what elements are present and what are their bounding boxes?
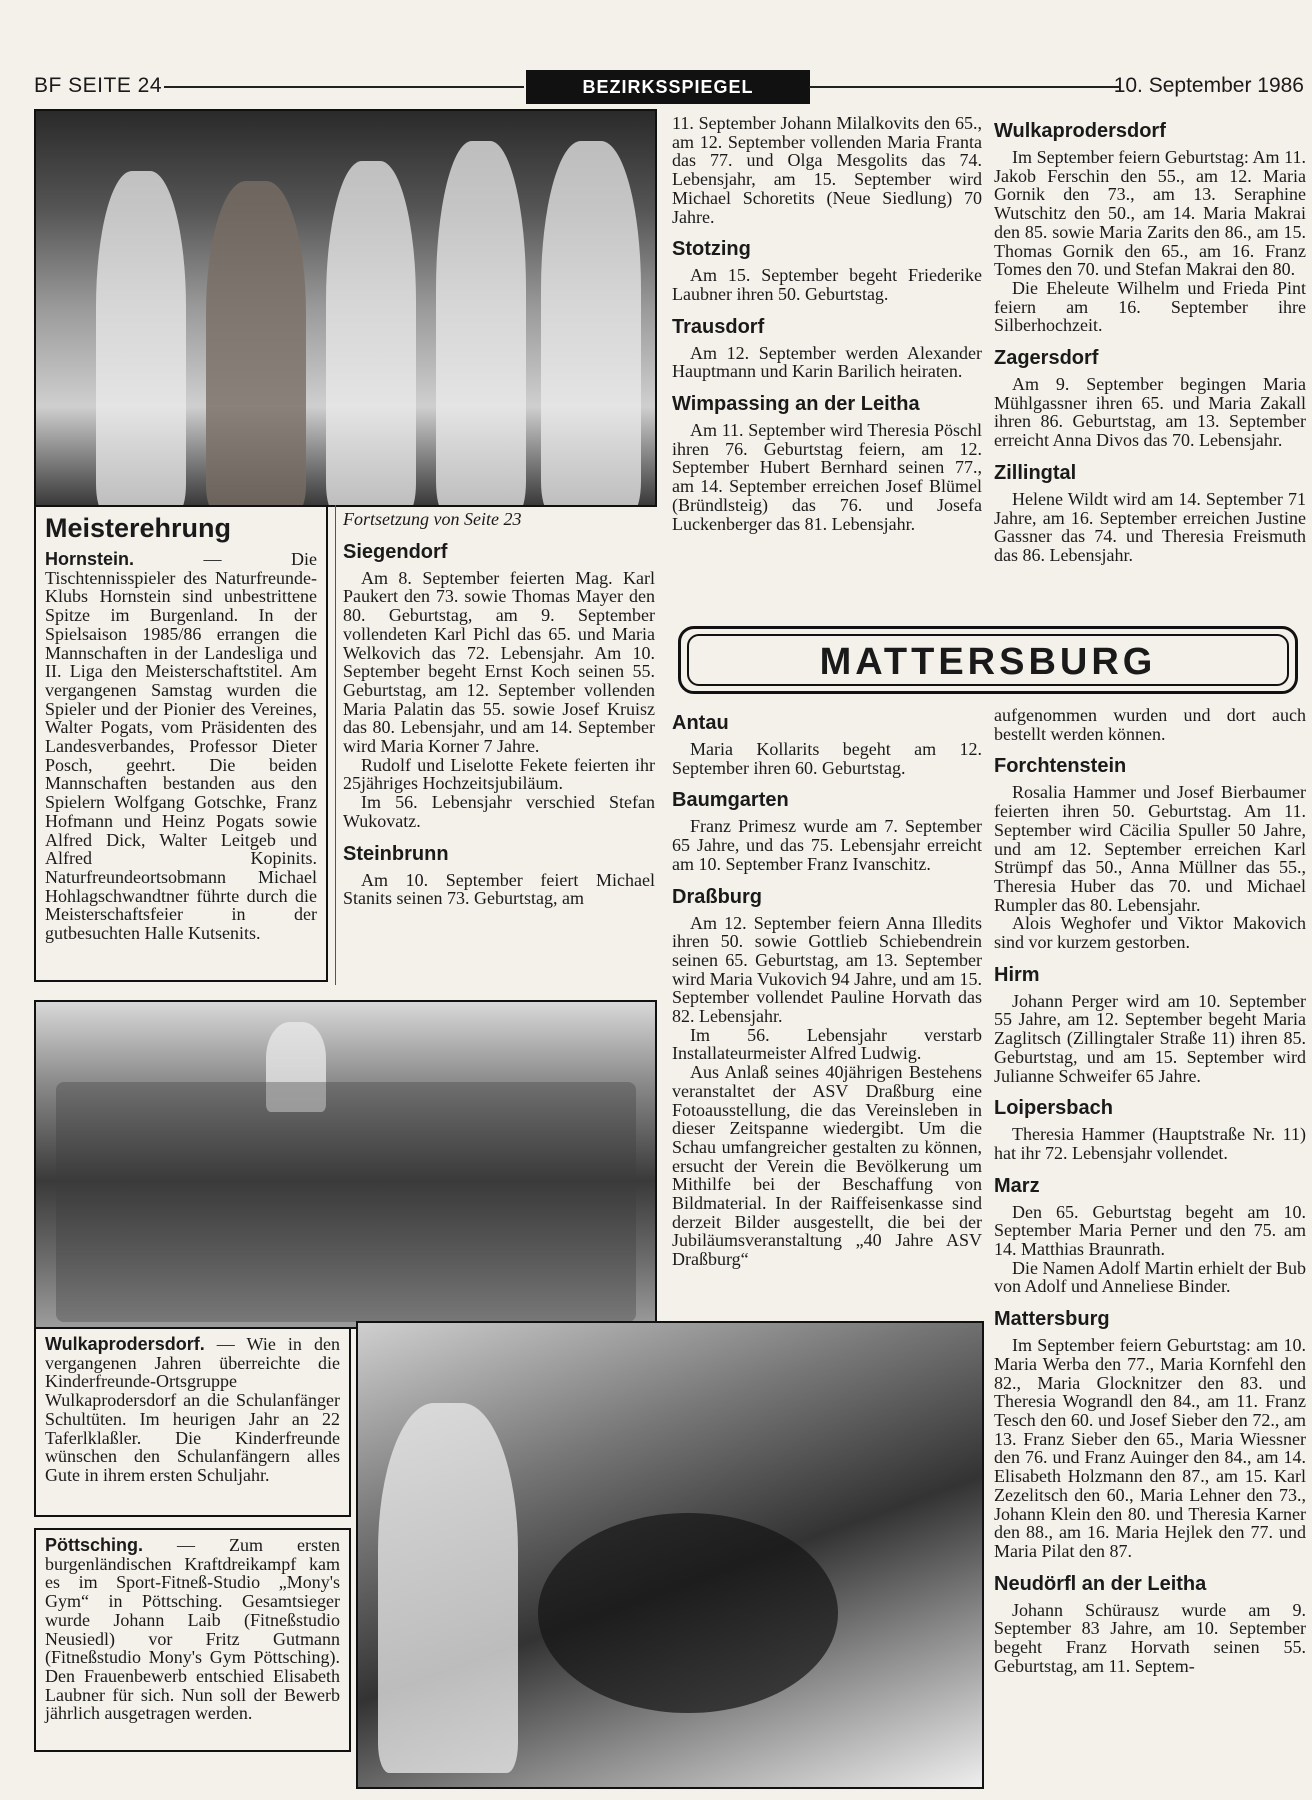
photo-powerlifting (356, 1321, 984, 1789)
paragraph: 11. September Johann Milalkovits den 65., am 12. September vollenden Maria Franta das 77. und Olga Mesgolits das 74. Lebensjahr, am 15. September wird Michael Schoretits (Neue Siedlung) 70 Jahre. (672, 113, 982, 227)
caption-poettsching (34, 1528, 351, 1752)
article-title: Meisterehrung (45, 513, 232, 543)
place-heading: Baumgarten (672, 789, 789, 812)
paragraph: Am 11. September wird Theresia Pöschl ihren 76. Geburtstag feiern, am 12. September Hubert Bernhard seinen 77., am 14. September erreichen Josef Blümel (Bründlsteig) das 76. und Josefa Luckenberger das 81. Lebensjahr. (672, 420, 982, 534)
page-number: BF SEITE 24 (34, 74, 163, 97)
column-wulkaprodersdorf (994, 108, 1306, 565)
place-heading: Draßburg (672, 885, 762, 908)
caption-paragraph (45, 1335, 340, 1485)
place-heading: Zagersdorf (994, 347, 1099, 370)
place-heading: Marz (994, 1174, 1040, 1197)
paragraph: Am 8. September feierten Mag. Karl Paukert den 73. sowie Thomas Mayer den 80. Geburtstag, am 9. September vollendeten Karl Pichl das 65. und Maria Welkovich das 72. Lebensjahr. Am 10. September begeht Ernst Koch seinen 55. Geburtstag, am 12. September vollenden Maria Palatin das 55. sowie Josef Kruisz das 80. Lebensjahr, und am 14. September wird Maria Korner 7 Jahre. (343, 567, 655, 757)
place-heading: Forchtenstein (994, 755, 1127, 778)
photo-table-tennis-honorees (34, 109, 657, 507)
place-heading: Mattersburg (994, 1308, 1110, 1331)
caption-paragraph (45, 1536, 340, 1723)
column-antau (672, 700, 982, 1269)
paragraph: Johann Perger wird am 10. September 55 Jahre, am 12. September begeht Maria Zaglitsch (Zillingtaler Straße 11) ihren 85. Geburtstag, und am 15. September wird Julianne Schweifer 65 Jahre. (994, 990, 1306, 1086)
paragraph: Alois Weghofer und Viktor Makovich sind vor kurzem gestorben. (994, 913, 1306, 953)
continuation-note: Fortsetzung von Seite 23 (343, 509, 522, 529)
article-meisterehrung (34, 505, 328, 982)
caption-text: — Zum ersten burgenländischen Kraftdreikampf kam es im Sport-Fitneß-Studio „Mony's Gym“ in Pöttsching. Gesamtsieger wurde Johann Laib (Fitneßstudio Neusiedl) vor Fritz Gutmann (Fitneßstudio Mony's Gym Pöttsching). Den Frauenbewerb entschied Elisabeth Laubner für sich. Nun soll der Bewerb jährlich ausgetragen werden. (45, 1535, 340, 1724)
caption-lead: Wulkaprodersdorf. (45, 1334, 205, 1354)
section-banner-mattersburg (678, 626, 1298, 694)
column-forchtenstein (994, 706, 1306, 1675)
paragraph: Im September feiern Geburtstag: Am 11. Jakob Ferschin den 55., am 12. Maria Gornik den 73., am 13. Seraphine Wutschitz den 50., am 14. Maria Makrai den 85. sowie Maria Zarits den 86., am 15. Thomas Gornik den 65., am 16. Franz Tomes den 70. und Stefan Makrai den 80. (994, 147, 1306, 280)
paragraph: Am 12. September werden Alexander Hauptmann und Karin Barilich heiraten. (672, 342, 982, 382)
place-heading: Antau (672, 712, 729, 734)
photo-schoolchildren (34, 1000, 657, 1329)
caption-wulkaprodersdorf (34, 1327, 351, 1517)
column-eisenstadt-cont (672, 114, 982, 533)
caption-text: — Die Tischtennisspieler des Naturfreunde-Klubs Hornstein sind unbestrittene Spitze im Burgenland. In der Spielsaison 1985/86 errangen die Mannschaften in der Landesliga und II. Liga den Meisterschaftstitel. Am vergangenen Samstag wurden die Spieler und der Pionier des Vereines, Walter Pogats, vom Präsidenten des Landesverbandes, Professor Dieter Posch, geehrt. Die beiden Mannschaften bestanden aus den Spielern Wolfgang Gotschke, Franz Hofmann und Heinz Pogats sowie Alfred Dick, Walter Leitgeb und Alfred Kopinits. Naturfreundeortsobmann Michael Hohlagschwandtner führte durch die Meisterschaftsfeier in der gutbesuchten Halle Kutsenits. (45, 549, 317, 944)
place-heading: Hirm (994, 963, 1040, 986)
paragraph: Johann Schürausz wurde am 9. September 83 Jahre, am 10. September begeht Franz Horvath seinen 55. Geburtstag, am 11. Septem- (994, 1599, 1306, 1676)
caption-paragraph (45, 550, 317, 943)
column-divider (335, 505, 336, 985)
place-heading: Trausdorf (672, 315, 765, 338)
paragraph: Maria Kollarits begeht am 12. September ihren 60. Geburtstag. (672, 739, 982, 778)
paragraph: Helene Wildt wird am 14. September 71 Jahre, am 16. September erreichen Justine Gassner das 74. und Theresia Freismuth das 86. Lebensjahr. (994, 488, 1306, 565)
place-heading: Loipersbach (994, 1097, 1113, 1120)
paragraph: Die Eheleute Wilhelm und Frieda Pint feiern am 16. September ihre Silberhochzeit. (994, 277, 1306, 336)
paragraph: Rudolf und Liselotte Fekete feierten ihr 25jähriges Hochzeitsjubiläum. (343, 754, 655, 794)
caption-text: — Wie in den vergangenen Jahren überreichte die Kinderfreunde-Ortsgruppe Wulkaprodersdorf an die Schulanfänger Schultüten. Im heurigen Jahr an 22 Taferlklaßler. Die Kinderfreunde wünschen den Schulanfängern alles Gute in ihrem ersten Schuljahr. (45, 1334, 340, 1485)
place-heading: Wulkaprodersdorf (994, 120, 1166, 142)
page-header (34, 70, 1312, 100)
place-heading: Siegendorf (343, 540, 448, 563)
paragraph: Den 65. Geburtstag begeht am 10. September Maria Perner und den 75. am 14. Matthias Braunrath. (994, 1201, 1306, 1260)
caption-lead: Hornstein. (45, 549, 135, 569)
place-heading: Stotzing (672, 238, 751, 261)
place-heading: Wimpassing an der Leitha (672, 393, 920, 416)
header-rule-left (164, 86, 524, 88)
paragraph: Im 56. Lebensjahr verschied Stefan Wukovatz. (343, 792, 655, 831)
column-siegendorf (343, 510, 655, 908)
header-rule-right (809, 86, 1119, 88)
paragraph: Die Namen Adolf Martin erhielt der Bub von Adolf und Anneliese Binder. (994, 1257, 1306, 1297)
paragraph: Rosalia Hammer und Josef Bierbaumer feierten ihren 50. Geburtstag. Am 11. September wird Cäcilia Spuller 50 Jahre, und am 12. September erreichen Karl Strümpf das 50., Anna Müllner das 55., Theresia Huber das 70. und Michael Rumpler das 80. Lebensjahr. (994, 782, 1306, 915)
section-title: BEZIRKSSPIEGEL (526, 70, 810, 104)
paragraph: Am 10. September feiert Michael Stanits seinen 73. Geburtstag, am (343, 869, 655, 909)
paragraph: Am 9. September begingen Maria Mühlgassner ihren 65. und Maria Zakall ihren 86. Geburtstag, am 13. September erreicht Anna Divos das 70. Lebensjahr. (994, 374, 1306, 451)
paragraph: aufgenommen wurden und dort auch bestellt werden können. (994, 705, 1306, 744)
paragraph: Theresia Hammer (Hauptstraße Nr. 11) hat ihr 72. Lebensjahr vollendet. (994, 1124, 1306, 1163)
paragraph: Franz Primesz wurde am 7. September 65 Jahre, und das 75. Lebensjahr erreicht am 10. September Franz Ivanschitz. (672, 816, 982, 874)
place-heading: Neudörfl an der Leitha (994, 1572, 1207, 1595)
paragraph: Im 56. Lebensjahr verstarb Installateurmeister Alfred Ludwig. (672, 1024, 982, 1064)
place-heading: Steinbrunn (343, 842, 449, 865)
place-heading: Zillingtal (994, 461, 1077, 484)
banner-text: MATTERSBURG (687, 634, 1289, 686)
issue-date: 10. September 1986 (1113, 74, 1304, 97)
paragraph: Im September feiern Geburtstag: am 10. Maria Werba den 77., Maria Kornfehl den 82., Maria Glocknitzer den 83. und Theresia Wograndl den 84., am 11. Franz Tesch den 60. und Josef Sieber den 72., am 13. Franz Sieber den 65., Maria Wiessner den 76. und Franz Auinger den 84., am 14. Elisabeth Holzmann den 87., am 15. Karl Zezelitsch den 60., Maria Lehner den 73., Johann Klein den 80. und Theresia Karner den 88., am 16. Maria Hejlek den 77. und Maria Pilat den 87. (994, 1335, 1306, 1561)
caption-lead: Pöttsching. (45, 1535, 143, 1555)
paragraph: Am 12. September feiern Anna Illedits ihren 50. sowie Gottlieb Schiebendrein seinen 65. Geburtstag, am 13. September wird Maria Vukovich 94 Jahre, und am 15. September vollendet Pauline Horvath das 82. Lebensjahr. (672, 912, 982, 1027)
paragraph: Aus Anlaß seines 40jährigen Bestehens veranstaltet der ASV Draßburg eine Fotoausstellung, die das Vereinsleben in dieser Zeitspanne wiedergibt. Um die Schau umfangreicher gestalten zu können, ersucht der Verein die Bevölkerung um Mithilfe bei der Beschaffung von Bildmaterial. In der Raiffeisenkasse sind derzeit Bilder ausgestellt, die bei der Jubiläumsveranstaltung „40 Jahre ASV Draßburg“ (672, 1062, 982, 1270)
paragraph: Am 15. September begeht Friederike Laubner ihren 50. Geburtstag. (672, 265, 982, 304)
